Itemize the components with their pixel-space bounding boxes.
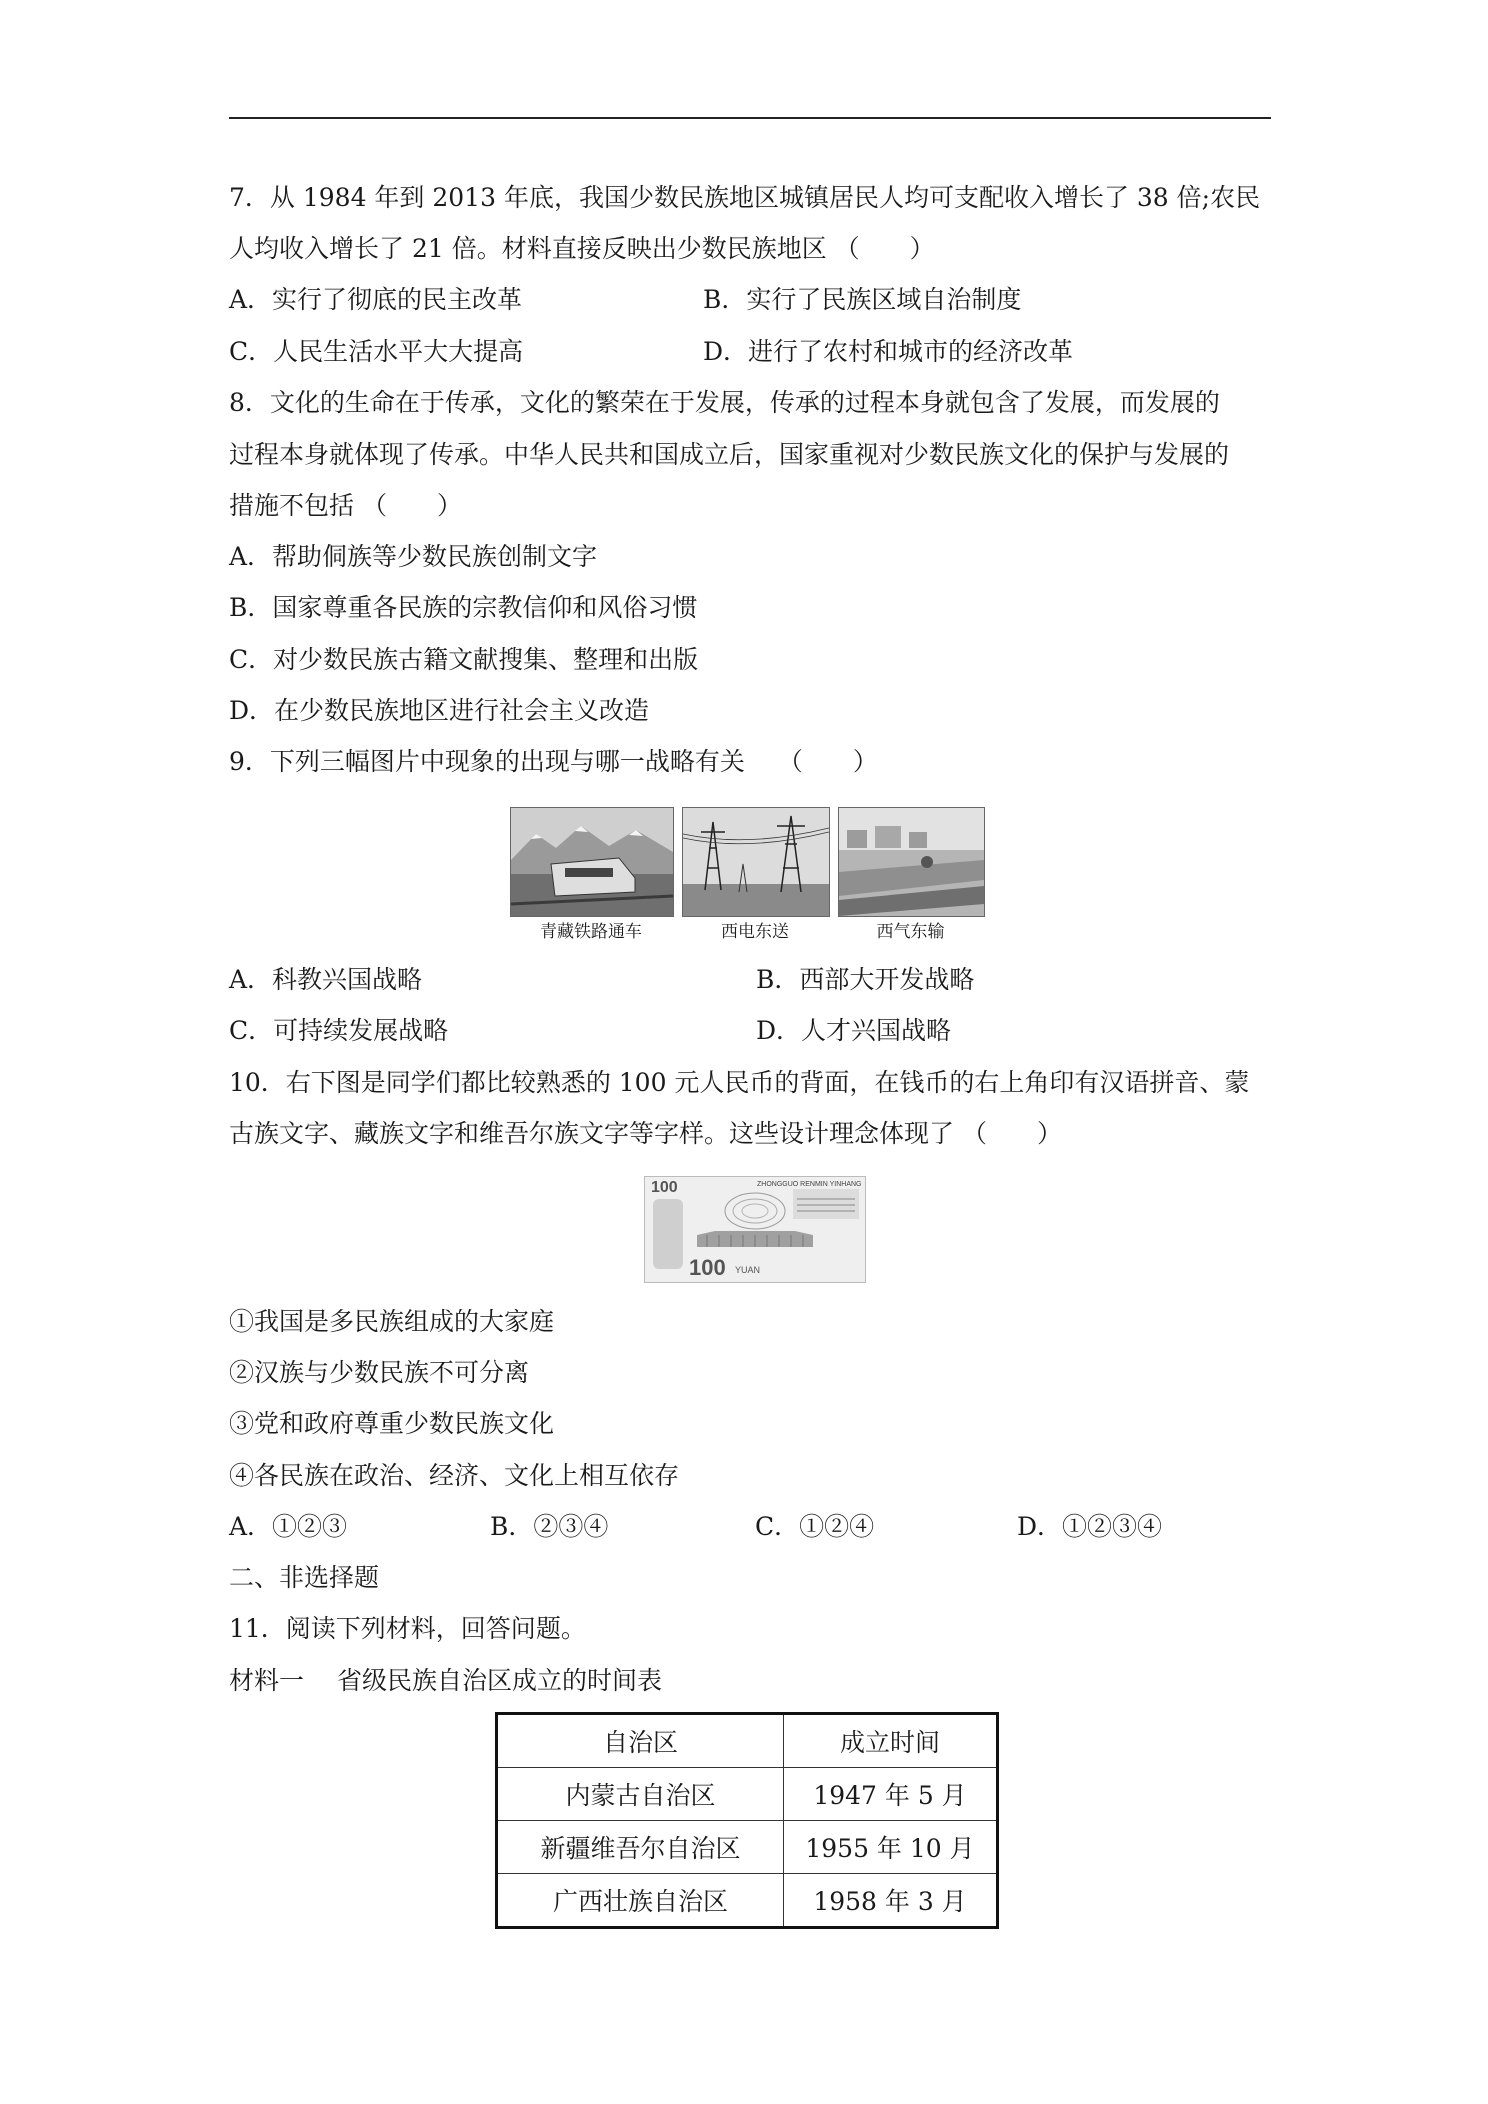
q10-statement-2: ②汉族与少数民族不可分离 <box>229 1358 530 1387</box>
q7-stem-line2: 人均收入增长了 21 倍。材料直接反映出少数民族地区 （ ） <box>229 234 935 263</box>
header-founding-date: 成立时间 <box>784 1714 998 1768</box>
q9-option-b: B．西部大开发战略 <box>756 965 975 994</box>
section-heading: 二、非选择题 <box>229 1563 380 1592</box>
q11-stem: 11．阅读下列材料，回答问题。 <box>229 1614 586 1643</box>
banknote-unit: YUAN <box>735 1265 761 1275</box>
caption-power: 西电东送 <box>721 922 789 942</box>
material1-title: 材料一 省级民族自治区成立的时间表 <box>229 1666 662 1695</box>
q8-option-d: D．在少数民族地区进行社会主义改造 <box>229 696 650 725</box>
table-row <box>497 1768 998 1821</box>
q10-statement-1: ①我国是多民族组成的大家庭 <box>229 1307 555 1336</box>
q7-option-d: D．进行了农村和城市的经济改革 <box>703 337 1074 366</box>
founding-date: 1947 年 5 月 <box>784 1768 998 1821</box>
region-name: 新疆维吾尔自治区 <box>497 1821 784 1874</box>
q9-option-d: D．人才兴国战略 <box>756 1016 952 1045</box>
founding-date: 1958 年 3 月 <box>784 1874 998 1928</box>
q8-stem-line1: 8．文化的生命在于传承，文化的繁荣在于发展，传承的过程本身就包含了发展，而发展的 <box>229 388 1220 417</box>
banknote-value-top: 100 <box>651 1179 678 1196</box>
caption-gas: 西气东输 <box>876 922 945 942</box>
founding-date: 1955 年 10 月 <box>784 1821 998 1874</box>
q10-statement-4: ④各民族在政治、经济、文化上相互依存 <box>229 1461 680 1490</box>
region-name: 广西壮族自治区 <box>497 1874 784 1928</box>
q8-option-c: C．对少数民族古籍文献搜集、整理和出版 <box>229 645 699 674</box>
q9-photo-strip <box>510 807 988 947</box>
q10-statement-3: ③党和政府尊重少数民族文化 <box>229 1409 555 1438</box>
q9-stem: 9．下列三幅图片中现象的出现与哪一战略有关 （ ） <box>229 747 878 776</box>
q7-stem-line1: 7．从 1984 年到 2013 年底，我国少数民族地区城镇居民人均可支配收入增长了 38 倍;农民 <box>229 183 1261 212</box>
q7-option-a: A．实行了彻底的民主改革 <box>229 285 523 314</box>
q8-option-b: B．国家尊重各民族的宗教信仰和风俗习惯 <box>229 593 698 622</box>
q8-stem-line3: 措施不包括 （ ） <box>229 491 462 520</box>
region-name: 内蒙古自治区 <box>497 1768 784 1821</box>
power-line-photo <box>682 807 830 917</box>
q10-stem-line2: 古族文字、藏族文字和维吾尔族文字等字样。这些设计理念体现了 （ ） <box>229 1119 1062 1148</box>
q10-option-d: D．①②③④ <box>1017 1512 1163 1541</box>
q10-option-a: A．①②③ <box>229 1512 348 1541</box>
banknote-pinyin: ZHONGGUO RENMIN YINHANG <box>757 1181 862 1188</box>
q7-option-b: B．实行了民族区域自治制度 <box>703 285 1022 314</box>
q10-option-b: B．②③④ <box>490 1512 609 1541</box>
q10-option-c: C．①②④ <box>755 1512 875 1541</box>
rmb-100-banknote-image <box>644 1176 866 1283</box>
header-rule <box>229 117 1271 119</box>
banknote-value-bottom: 100 <box>689 1255 726 1280</box>
q8-stem-line2: 过程本身就体现了传承。中华人民共和国成立后，国家重视对少数民族文化的保护与发展的 <box>229 440 1230 469</box>
railway-photo <box>510 807 674 917</box>
autonomous-region-table <box>495 1712 999 1929</box>
header-region: 自治区 <box>497 1714 784 1768</box>
table-header-row <box>497 1714 998 1768</box>
q7-option-c: C．人民生活水平大大提高 <box>229 337 524 366</box>
q10-stem-line1: 10．右下图是同学们都比较熟悉的 100 元人民币的背面，在钱币的右上角印有汉语拼音、蒙 <box>229 1068 1250 1097</box>
q9-option-a: A．科教兴国战略 <box>229 965 423 994</box>
caption-railway: 青藏铁路通车 <box>540 922 642 942</box>
gas-pipeline-photo <box>838 807 985 917</box>
q9-option-c: C．可持续发展战略 <box>229 1016 449 1045</box>
table-row <box>497 1821 998 1874</box>
q8-option-a: A．帮助侗族等少数民族创制文字 <box>229 542 598 571</box>
table-row <box>497 1874 998 1928</box>
